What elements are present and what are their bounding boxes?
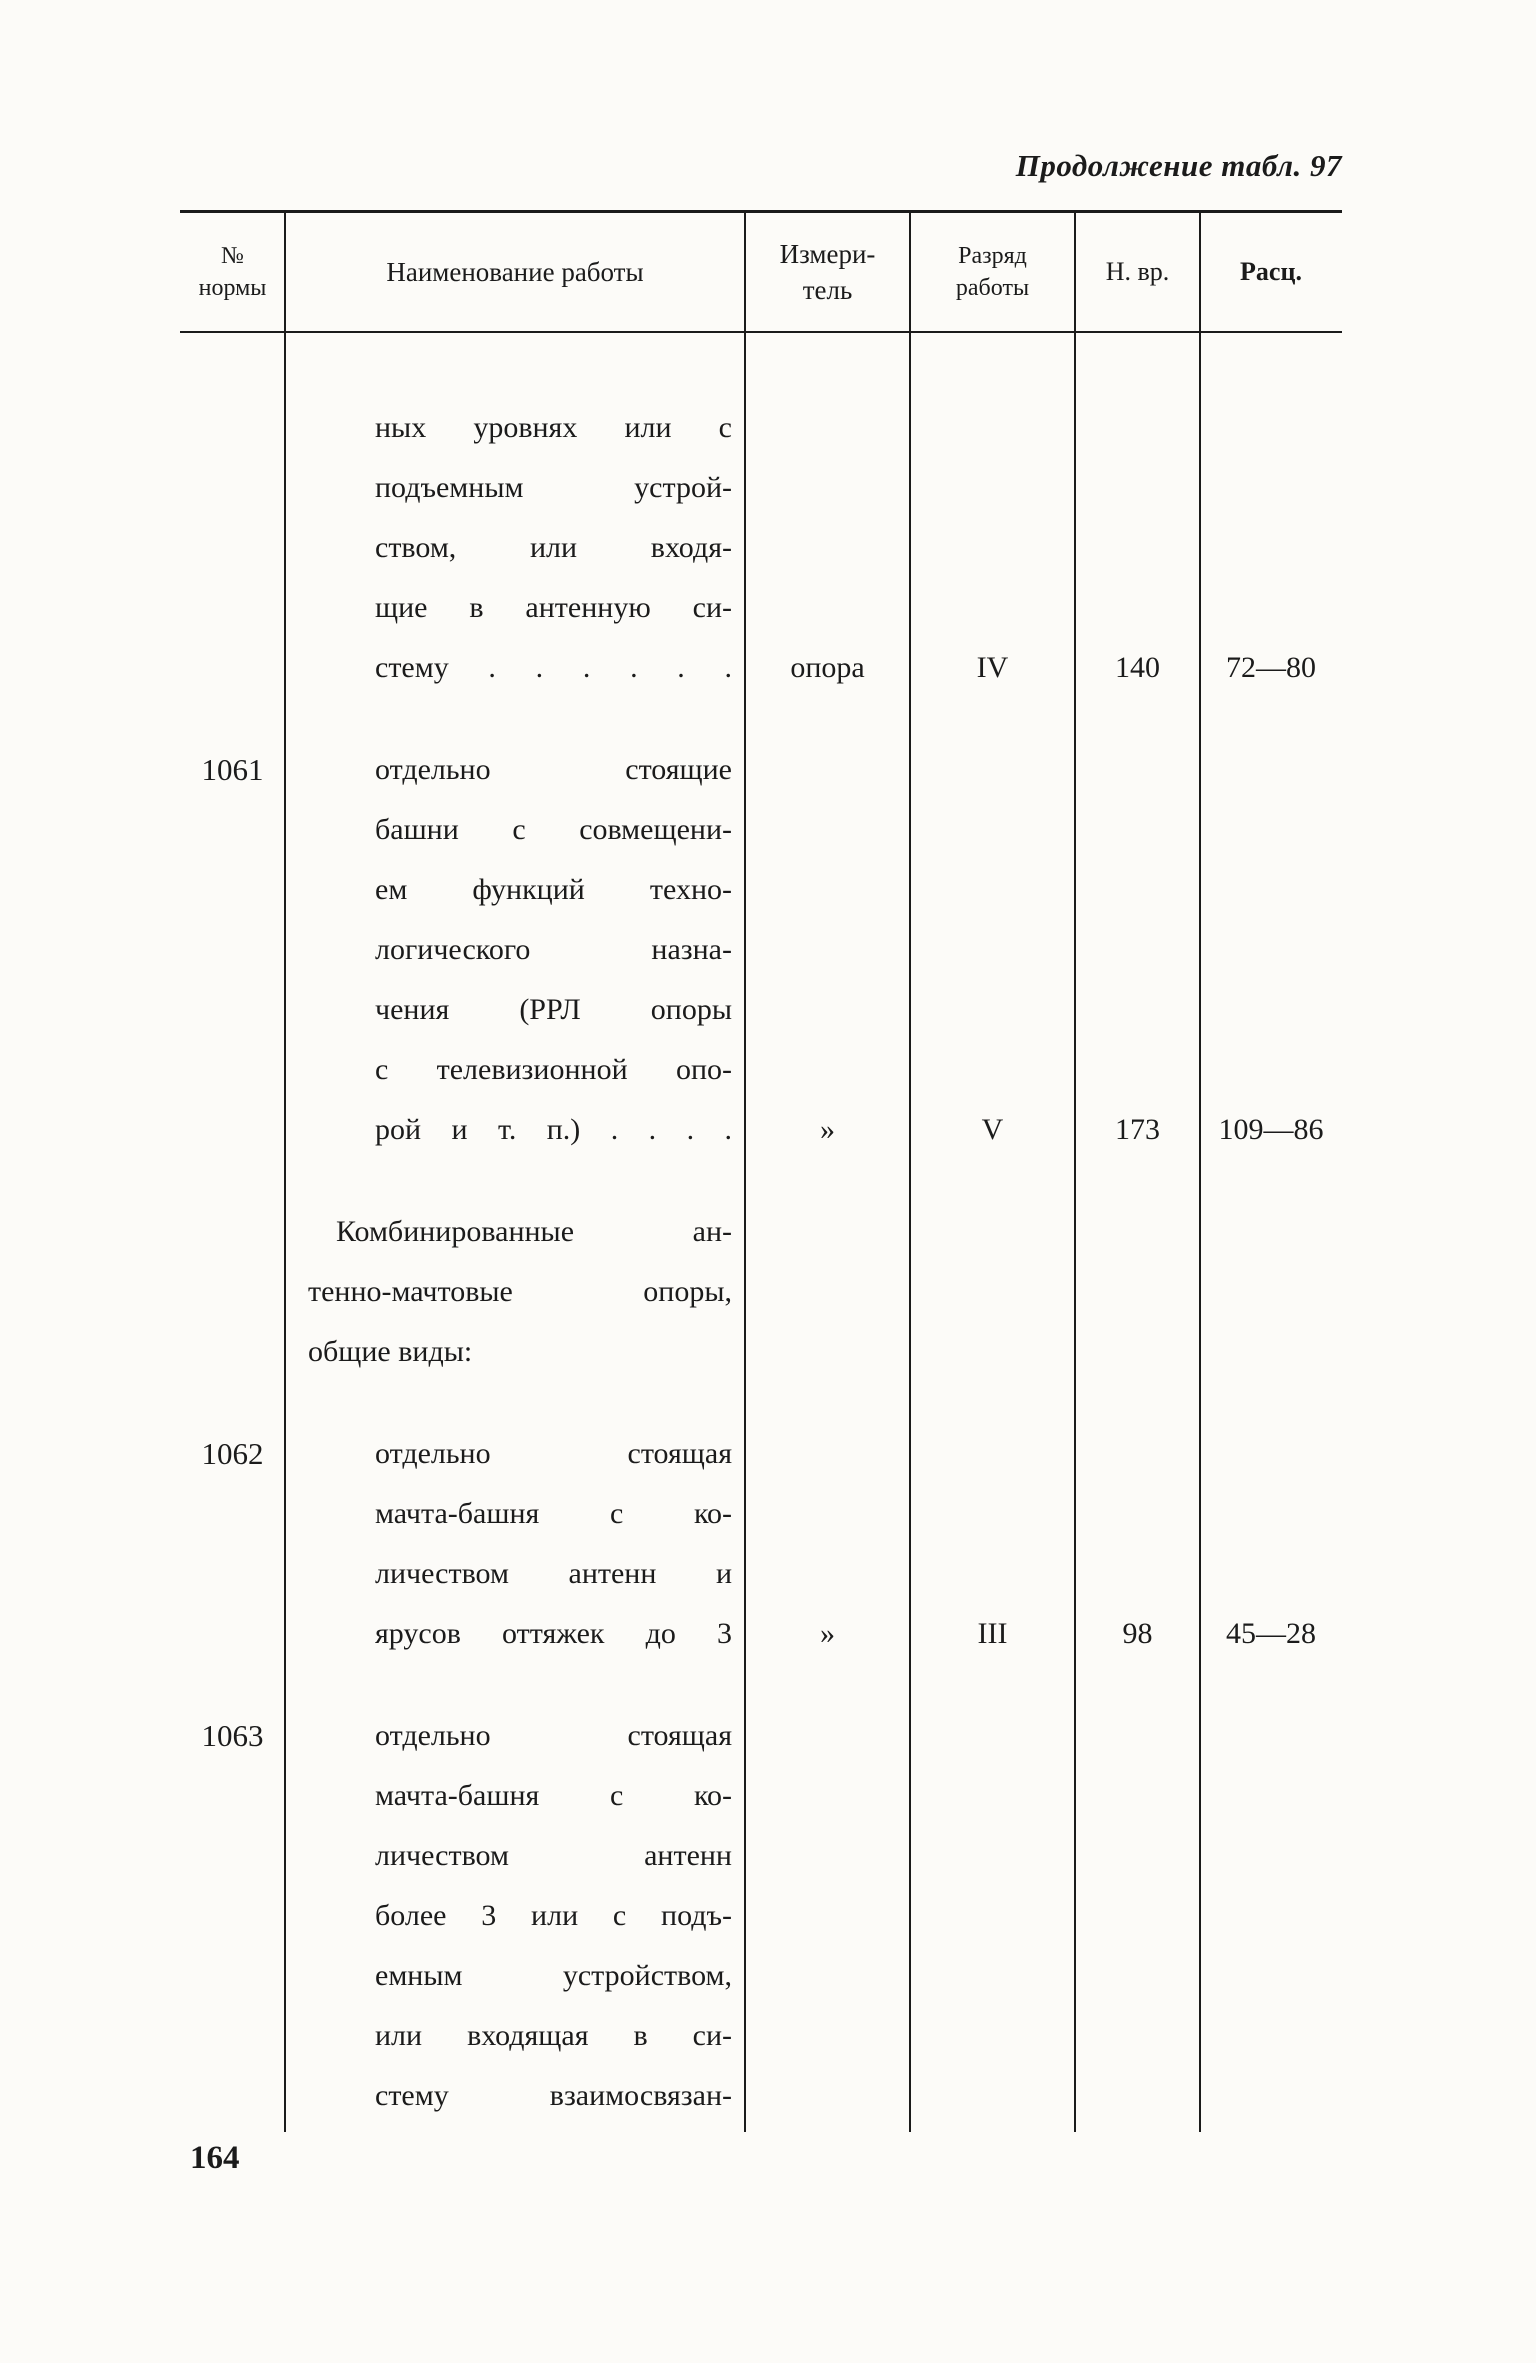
column-header-rate: Расц. (1240, 257, 1302, 287)
norm-number: 1062 (201, 1436, 264, 1471)
work-name-line: стему взаимосвязан- (375, 2079, 732, 2112)
column-header-name: Наименование работы (386, 256, 644, 287)
work-name-line: чения (РРЛ опоры (375, 993, 732, 1026)
work-name-line: общие виды: (308, 1335, 473, 1368)
work-name-line: мачта-башня с ко- (375, 1497, 732, 1530)
work-name (308, 1202, 732, 1382)
work-name (375, 398, 732, 698)
work-name-line: мачта-башня с ко- (375, 1779, 732, 1812)
work-name-line: подъемным устрой- (375, 471, 732, 504)
rate-value: 109—86 (1218, 1113, 1324, 1146)
work-name (375, 1706, 732, 2126)
table-entry (180, 398, 1342, 698)
column-header-hours: Н. вр. (1105, 257, 1170, 287)
work-name-line: отдельно стоящая (375, 1437, 732, 1470)
work-name (375, 1424, 732, 1664)
work-name-line: ярусов оттяжек до 3 (375, 1617, 732, 1650)
entry-values (745, 1100, 1342, 1160)
column-header-line: тель (802, 275, 853, 305)
work-name-line: ством, или входя- (375, 531, 732, 564)
norm-number: 1061 (201, 752, 264, 787)
work-name-line: башни с совмещени- (375, 813, 732, 846)
column-header-line: работы (955, 275, 1030, 301)
hours-value: 140 (1115, 651, 1160, 684)
work-name (375, 740, 732, 1160)
rate-value: 45—28 (1226, 1617, 1316, 1650)
page-number: 164 (190, 2140, 240, 2176)
work-name-line: личеством антенн (375, 1839, 732, 1872)
measure-value: » (820, 1113, 835, 1146)
hours-value: 173 (1115, 1113, 1160, 1146)
column-header-line: № (221, 242, 244, 269)
work-name-line: отдельно стоящая (375, 1719, 732, 1752)
work-name-line: отдельно стоящие (375, 753, 732, 786)
entry-values (745, 638, 1342, 698)
work-name-line: рой и т. п.) . . . . (375, 1113, 732, 1146)
table-entry (180, 740, 1342, 1160)
grade-value: III (977, 1617, 1008, 1650)
hours-value: 98 (1122, 1617, 1153, 1650)
work-name-line: более 3 или с подъ- (375, 1899, 732, 1932)
column-header-norm (180, 213, 285, 331)
norm-number: 1063 (201, 1718, 264, 1753)
work-name-line: логического назна- (375, 933, 732, 966)
measure-value: опора (790, 651, 865, 684)
measure-value: » (820, 1617, 835, 1650)
table-body (180, 333, 1342, 2126)
column-header-line: Измери- (779, 238, 876, 269)
work-name-line: ем функций техно- (375, 873, 732, 906)
column-header-line: нормы (198, 275, 267, 301)
entry-values (745, 1604, 1342, 1664)
work-name-line: стему . . . . . . (375, 651, 732, 684)
work-name-line: или входящая в си- (375, 2019, 732, 2052)
grade-value: IV (976, 651, 1009, 684)
column-header-measure (745, 213, 910, 331)
work-name-line: ных уровнях или с (375, 411, 732, 444)
table-continuation-caption: Продолжение табл. 97 (1015, 148, 1342, 183)
work-name-line: личеством антенн и (375, 1557, 732, 1590)
work-name-line: тенно-мачтовые опоры, (308, 1275, 732, 1308)
rate-value: 72—80 (1226, 651, 1316, 684)
table-entry (180, 1706, 1342, 2126)
column-header-line: Разряд (958, 242, 1027, 269)
work-name-line: с телевизионной опо- (375, 1053, 732, 1086)
table-entry (180, 1202, 1342, 1382)
table-entry (180, 1424, 1342, 1664)
column-header-grade (910, 213, 1075, 331)
work-name-line: емным устройством, (375, 1959, 732, 1992)
table-header (180, 213, 1342, 331)
work-name-line: Комбинированные ан- (336, 1215, 732, 1248)
work-name-line: щие в антенную си- (375, 591, 732, 624)
grade-value: V (981, 1113, 1004, 1146)
